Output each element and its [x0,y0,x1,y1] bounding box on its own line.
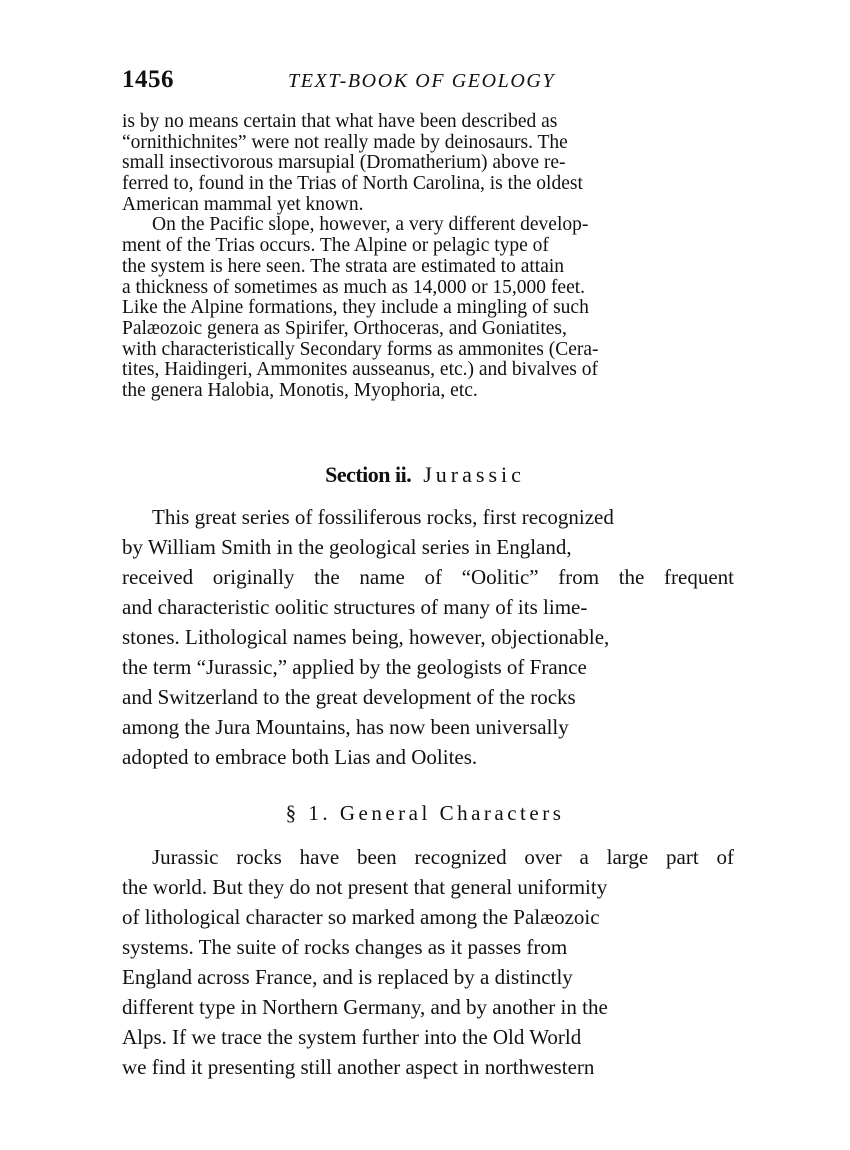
text-line: “ornithichnites” were not really made by deinosaurs. The [122,131,568,153]
text-line: Palæozoic genera as Spirifer, Orthoceras, and Goniatites, [122,317,567,339]
paragraph-pacific-slope [122,215,734,401]
text-line: is by no means certain that what have been described as [122,111,558,132]
text-line: On the Pacific slope, however, a very different develop- [152,214,589,236]
text-line: ferred to, found in the Trias of North Carolina, is the oldest [122,173,583,195]
text-line: the world. But they do not present that general uniformity [122,875,608,899]
continued-text-block [122,112,734,402]
text-line: we find it presenting still another aspect in northwestern [122,1055,595,1079]
text-line: by William Smith in the geological series in England, [122,535,572,559]
paragraph-jurassic-intro [122,502,734,772]
text-line: ment of the Trias occurs. The Alpine or pelagic type of [122,235,549,257]
text-line: received originally the name of “Oolitic” from the frequent [122,565,734,589]
text-line: the system is here seen. The strata are estimated to attain [122,255,565,277]
running-title: TEXT-BOOK OF GEOLOGY [288,70,556,92]
text-line: American mammal yet known. [122,193,364,215]
text-line: and characteristic oolitic structures of many of its lime- [122,595,588,619]
paragraph-general-characters [122,842,734,1082]
running-head [122,66,734,98]
text-line: different type in Northern Germany, and by another in the [122,995,608,1019]
text-line: and Switzerland to the great development of the rocks [122,685,576,709]
page-number: 1456 [122,66,174,93]
text-line: Jurassic rocks have been recognized over a large part of [152,845,734,869]
text-line: stones. Lithological names being, however, objectionable, [122,625,610,649]
text-line: the term “Jurassic,” applied by the geologists of France [122,655,587,679]
text-line: small insectivorous marsupial (Dromatherium) above re- [122,152,566,174]
text-line: Like the Alpine formations, they include a mingling of such [122,297,589,319]
text-line: with characteristically Secondary forms as ammonites (Cera- [122,338,599,360]
text-line: England across France, and is replaced by a distinctly [122,965,573,989]
text-line: systems. The suite of rocks changes as it passes from [122,935,568,959]
text-line: Alps. If we trace the system further into the Old World [122,1025,582,1049]
text-line: among the Jura Mountains, has now been universally [122,715,569,739]
subsection-heading: § 1. General Characters [285,801,565,825]
text-line: a thickness of sometimes as much as 14,000 or 15,000 feet. [122,276,586,298]
text-line: adopted to embrace both Lias and Oolites. [122,745,478,769]
section-heading [0,462,850,488]
text-line: the genera Halobia, Monotis, Myophoria, etc. [122,379,478,401]
text-line: This great series of fossiliferous rocks, first recognized [152,505,614,529]
text-line: tites, Haidingeri, Ammonites ausseanus, etc.) and bivalves of [122,359,599,381]
text-line: of lithological character so marked among the Palæozoic [122,905,600,929]
section-label: Section ii. [325,462,412,487]
paragraph-ornithichnites [122,112,734,215]
section-title: Jurassic [423,462,525,487]
